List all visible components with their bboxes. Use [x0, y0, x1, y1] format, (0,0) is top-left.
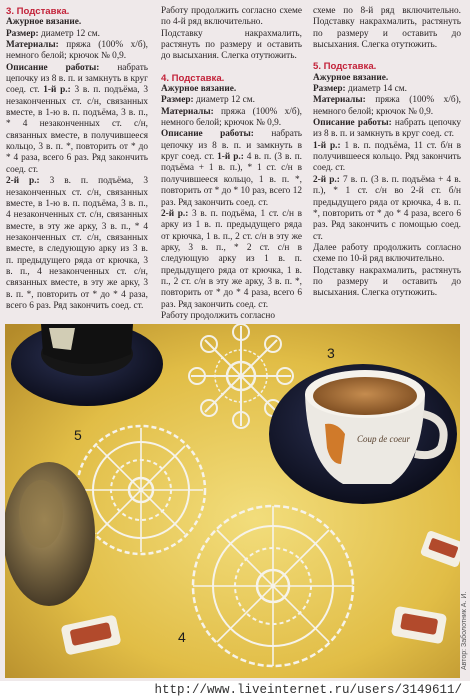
description-line	[6, 63, 148, 176]
outro-text: Работу продолжить согласно	[161, 310, 276, 321]
materials-label: Материалы:	[6, 40, 59, 51]
materials-line	[6, 40, 148, 63]
doilies-photo	[5, 324, 460, 678]
size-line	[313, 84, 461, 95]
materials-label: Материалы:	[161, 106, 214, 117]
column-3	[313, 6, 461, 300]
heading-coaster-4: 4. Подставка.	[161, 72, 225, 84]
row-2-text: 3 в. п. подъёма, 3 незаконченных ст. с/н, связанных вместе, в 1-ю в. п. подъёма, 3 в. п., 4 незаконченных ст. с/н, связанных вместе, в эту же арку, 3 в. п., * 4 незаконченных ст. с/н, связанных вместе, в следующую арку из 3 в. п. предыдущего ряда от крючка, 3 в. п., 4 незаконченных ст. с/н, связанных вместе, в эту же арку, 3 в. п. *, повторить от * до * 4 раза, всего 6 раз. Ряд закончить соед. ст.	[6, 176, 148, 311]
continue-text: Далее работу продолжить согласно схеме по 10-й ряд включительно.	[313, 242, 461, 265]
description-label: Описание работы:	[161, 129, 254, 140]
description-line	[161, 129, 302, 208]
label-3: 3	[327, 345, 335, 361]
materials-line	[161, 107, 302, 130]
heading-coaster-5: 5. Подставка.	[313, 61, 377, 73]
row-2-line	[161, 209, 302, 311]
materials-text: пряжа (100% х/б), немного белой; крючок № 0,9.	[161, 106, 303, 129]
row-1-label: 1-й р.:	[43, 85, 71, 96]
description-text: набрать цепочку из 8 в. п. и замкнуть в круг соед. ст.	[6, 62, 148, 96]
description-line	[313, 118, 461, 141]
intro-text: Работу продолжить согласно схеме по 4-й ряд включительно.	[161, 6, 302, 28]
row-1-text: 3 в. п. подъёма, 3 незаконченных ст. с/н, связанных вместе, в 1-ю в. п. подъёма, 3 в. п., * 4 незаконченных ст. с/н, связанных вместе, в получившееся кольцо, 3 в. п. *, повторить от * до * 4 раза, всего 6 раз. Ряд закончить соед. ст.	[6, 85, 148, 175]
label-4: 4	[178, 629, 186, 645]
row-1-text: 1 в. п. подъёма, 11 ст. б/н в получившееся кольцо. Ряд закончить соед. ст.	[313, 140, 461, 174]
description-text: набрать цепочку из 8 в. п. и замкнуть в круг соед. ст.	[313, 118, 462, 140]
materials-line	[313, 95, 461, 118]
photo-illustration	[5, 324, 460, 678]
size-label: Размер:	[6, 28, 39, 39]
size-text: диаметр 12 см.	[41, 28, 100, 39]
doily-4	[193, 506, 353, 666]
intro-text: схеме по 8-й ряд включительно. Подставку накрахмалить, растянуть по размеру и оставить до высыхания. Слегка отутюжить.	[313, 6, 461, 51]
row-2-label: 2-й р.:	[6, 176, 40, 187]
row-2-line	[313, 175, 461, 243]
row-1-line	[313, 141, 461, 175]
row-1-text: 4 в. п. (3 в. п. подъёма + 1 в. п.), * 1 ст. с/н в получившееся кольцо, 1 в. п. *, повторить от * до * 10 раз, всего 12 раз. Ряд закончить соед. ст.	[161, 152, 302, 208]
label-5: 5	[74, 427, 82, 443]
subheading: Ажурное вязание.	[313, 72, 389, 83]
column-1	[6, 6, 148, 312]
size-text: диаметр 12 см.	[196, 95, 255, 106]
materials-text: пряжа (100% х/б), немного белой; крючок № 0,9.	[6, 40, 149, 62]
materials-label: Материалы:	[313, 95, 366, 106]
row-2-text: 3 в. п. подъёма, 1 ст. с/н в арку из 1 в. п. предыдущего ряда от крючка, 1 в. п., 2 ст. с/н в эту же арку, 3 в. п., * 2 ст. с/н в следующую арку из 1 в. п. предыдущего ряда от крючка, 1 в. п., 2 ст. с/н в эту же арку, 3 в. п. *, повторить от * до * 4 раза, всего 6 раз. Ряд закончить соед. ст.	[161, 208, 302, 310]
spacer	[313, 51, 461, 61]
materials-text: пряжа (100% х/б), немного белой; крючок № 0,9.	[313, 95, 462, 117]
description-label: Описание работы:	[313, 118, 392, 129]
size-label: Размер:	[313, 84, 346, 95]
finish-text: Подставку накрахмалить, растянуть по размеру и оставить до высыхания. Слегка отутюжить.	[161, 28, 302, 62]
subheading: Ажурное вязание.	[161, 84, 237, 95]
heading-coaster-3: 3. Подставка.	[6, 6, 70, 17]
description-text: набрать цепочку из 8 в. п. и замкнуть в круг соед. ст.	[161, 129, 302, 163]
row-2-label: 2-й р.:	[161, 208, 189, 219]
author-credit	[461, 570, 470, 670]
finish-text: Подставку накрахмалить, растянуть по размеру и оставить до высыхания. Слегка отутюжить.	[313, 265, 461, 299]
subheading: Ажурное вязание.	[6, 17, 82, 28]
source-url[interactable]: http://www.liveinternet.ru/users/3149611/	[0, 681, 470, 699]
row-2-label: 2-й р.:	[313, 174, 340, 185]
size-text: диаметр 14 см.	[348, 84, 407, 95]
row-1-label: 1-й р.:	[313, 140, 341, 151]
row-2-text: 7 в. п. (3 в. п. подъёма + 4 в. п.), * 1 ст. с/н во 2-й ст. б/н предыдущего ряда от крючка, 4 в. п. *, повторить от * до * 4 раза, всего 6 раз. Ряд закончить с помощью соед. ст.	[313, 174, 461, 242]
mug-text: Coup de coeur	[357, 434, 410, 444]
author-text: Автор: Заболотник А. И.	[461, 591, 468, 670]
size-line	[161, 95, 302, 106]
row-1-label: 1-й р.:	[217, 152, 244, 163]
column-2	[161, 6, 302, 322]
description-label: Описание работы:	[6, 62, 100, 73]
size-label: Размер:	[161, 95, 194, 106]
spacer	[161, 63, 302, 73]
size-line	[6, 29, 148, 40]
row-2-line	[6, 176, 148, 312]
